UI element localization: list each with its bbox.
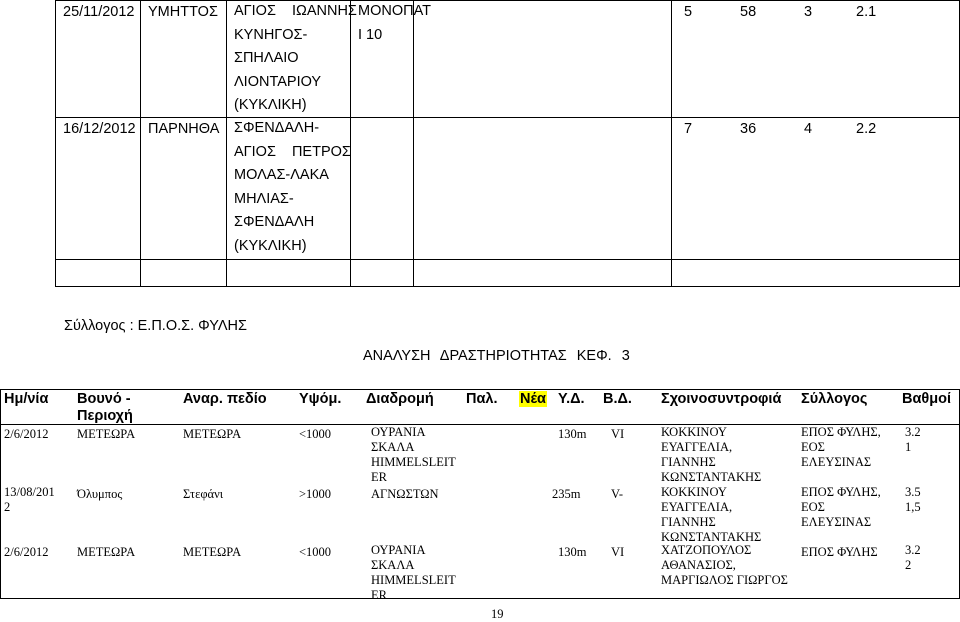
row-points <box>905 543 921 573</box>
route-line: ΚΥΝΗΓΟΣ- <box>234 26 308 43</box>
route-line: ΣΚΑΛΑ <box>371 558 415 572</box>
rope-line: ΚΟΚΚΙΝΟΥ <box>661 425 727 439</box>
row-length: 235m <box>552 487 581 501</box>
club-line: ΕΠΟΣ ΦΥΛΗΣ, <box>801 425 881 439</box>
route-line: ΑΓΙΟΣ ΠΕΤΡΟΣ <box>234 143 351 160</box>
route-line: ΣΦΕΝΔΑΛΗ <box>234 214 315 230</box>
top-row1-mountain: ΥΜΗΤΤΟΣ <box>148 4 218 20</box>
row-club <box>801 485 881 530</box>
row-mountain: ΜΕΤΕΩΡΑ <box>77 427 136 441</box>
route-line: ΣΚΑΛΑ <box>371 440 415 454</box>
route-line: HIMMELSLEIT <box>371 455 456 469</box>
rope-line: ΚΟΚΚΙΝΟΥ <box>661 485 727 499</box>
top-row2-n3: 4 <box>804 121 813 137</box>
row-date <box>4 485 55 515</box>
row-length: 130m <box>558 427 587 441</box>
header-altitude: Υψόμ. <box>299 391 342 407</box>
rope-line: ΓΙΑΝΝΗΣ <box>661 515 716 529</box>
header-grade: Βαθμοί <box>902 391 951 407</box>
date-line: 13/08/201 <box>4 485 55 499</box>
route-line: ER <box>371 470 387 484</box>
header-route: Διαδρομή <box>366 391 434 407</box>
row-points <box>905 485 921 515</box>
row-altitude: >1000 <box>299 487 332 501</box>
rope-line: ΕΥΑΓΓΕΛΙΑ, <box>661 500 733 514</box>
top-row1-path <box>358 0 431 47</box>
top-row2-date: 16/12/2012 <box>63 121 136 137</box>
row-route: ΑΓΝΩΣΤΩΝ <box>371 487 439 501</box>
route-line: ER <box>371 588 387 602</box>
row-date: 2/6/2012 <box>4 545 49 559</box>
route-line: ΑΓΙΟΣ ΙΩΑΝΝΗΣ <box>234 3 357 19</box>
rope-line: ΚΩΝΣΤΑΝΤΑΚΗΣ <box>661 530 762 544</box>
row-field: ΜΕΤΕΩΡΑ <box>183 427 242 441</box>
header-date: Ημ/νία <box>4 391 49 407</box>
row-altitude: <1000 <box>299 427 332 441</box>
top-row1-route <box>234 0 357 118</box>
rope-line: ΕΥΑΓΓΕΛΙΑ, <box>661 440 733 454</box>
header-rope: Σχοινοσυντροφιά <box>661 391 782 407</box>
route-line: ΣΠΗΛΑΙΟ <box>234 50 299 66</box>
club-line: Σύλλογος : Ε.Π.Ο.Σ. ΦΥΛΗΣ <box>64 318 247 334</box>
row-field: Στεφάνι <box>183 487 224 501</box>
points-line: 1,5 <box>905 500 921 514</box>
club-line: ΕΛΕΥΣΙΝΑΣ <box>801 455 872 469</box>
path-line: ΜΟΝΟΠΑΤ <box>358 3 432 19</box>
route-line: ΜΟΛΑΣ-ΛΑΚΑ <box>234 167 329 183</box>
route-line: ΟΥΡΑΝΙΑ <box>371 543 426 557</box>
top-row1-n3: 3 <box>804 4 813 20</box>
row-route <box>371 425 456 485</box>
top-row1-date: 25/11/2012 <box>63 4 135 20</box>
header-new: Νέα <box>520 391 546 407</box>
route-line: ΣΦΕΝΔΑΛΗ- <box>234 120 320 136</box>
row-rope <box>661 543 788 588</box>
top-row2-n1: 7 <box>684 121 693 137</box>
header-mountain-line1: Βουνό - <box>77 391 131 407</box>
top-row2-route <box>234 117 351 258</box>
header-field: Αναρ. πεδίο <box>183 391 267 407</box>
row-grade: VI <box>611 427 625 441</box>
header-yd: Υ.Δ. <box>558 391 585 407</box>
row-length: 130m <box>558 545 587 559</box>
path-line: Ι 10 <box>358 26 383 43</box>
top-row1-n1: 5 <box>684 4 693 20</box>
row-club: ΕΠΟΣ ΦΥΛΗΣ <box>801 545 878 559</box>
row-rope <box>661 425 761 485</box>
row-field: ΜΕΤΕΩΡΑ <box>183 545 242 559</box>
points-line: 3.5 <box>905 485 921 499</box>
row-route <box>371 543 456 603</box>
top-row1-n4: 2.1 <box>856 4 877 20</box>
row-club <box>801 425 881 470</box>
route-line: ΟΥΡΑΝΙΑ <box>371 425 426 439</box>
route-line: ΜΗΛΙΑΣ- <box>234 190 294 207</box>
row-mountain: ΜΕΤΕΩΡΑ <box>77 545 136 559</box>
points-line: 2 <box>905 558 912 572</box>
club-line: ΕΛΕΥΣΙΝΑΣ <box>801 515 872 529</box>
row-grade: VI <box>611 545 625 559</box>
header-club: Σύλλογος <box>801 391 868 407</box>
rope-line: ΜΑΡΓΙΩΛΟΣ ΓΙΩΡΓΟΣ <box>661 573 788 587</box>
date-line: 2 <box>4 500 11 514</box>
row-points <box>905 425 921 455</box>
points-line: 3.2 <box>905 425 921 439</box>
route-line: (ΚΥΚΛΙΚΗ) <box>234 97 307 113</box>
top-row2-n2: 36 <box>740 121 757 137</box>
header-old: Παλ. <box>466 391 498 407</box>
analysis-title: ΑΝΑΛΥΣΗ ΔΡΑΣΤΗΡΙΟΤΗΤΑΣ ΚΕΦ. 3 <box>363 348 630 364</box>
row-mountain: Όλυμπος <box>77 487 123 501</box>
club-line: ΕΟΣ <box>801 500 825 514</box>
header-bd: Β.Δ. <box>603 391 632 407</box>
top-row2-n4: 2.2 <box>856 121 877 137</box>
top-row2-mountain: ΠΑΡΝΗΘΑ <box>148 121 220 137</box>
route-line: ΛΙΟΝΤΑΡΙΟΥ <box>234 73 322 90</box>
club-line: ΕΟΣ <box>801 440 825 454</box>
rope-line: ΑΘΑΝΑΣΙΟΣ, <box>661 558 736 572</box>
page-number: 19 <box>491 607 504 621</box>
rope-line: ΧΑΤΖΟΠΟΥΛΟΣ <box>661 543 752 557</box>
row-altitude: <1000 <box>299 545 332 559</box>
row-rope <box>661 485 761 545</box>
rope-line: ΓΙΑΝΝΗΣ <box>661 455 716 469</box>
row-grade: V- <box>611 487 624 501</box>
top-row1-n2: 58 <box>740 4 757 20</box>
route-line: HIMMELSLEIT <box>371 573 456 587</box>
row-date: 2/6/2012 <box>4 427 49 441</box>
club-line: ΕΠΟΣ ΦΥΛΗΣ, <box>801 485 881 499</box>
points-line: 1 <box>905 440 912 454</box>
header-mountain-line2: Περιοχή <box>77 408 133 424</box>
rope-line: ΚΩΝΣΤΑΝΤΑΚΗΣ <box>661 470 762 484</box>
points-line: 3.2 <box>905 543 921 557</box>
route-line: (ΚΥΚΛΙΚΗ) <box>234 237 307 254</box>
